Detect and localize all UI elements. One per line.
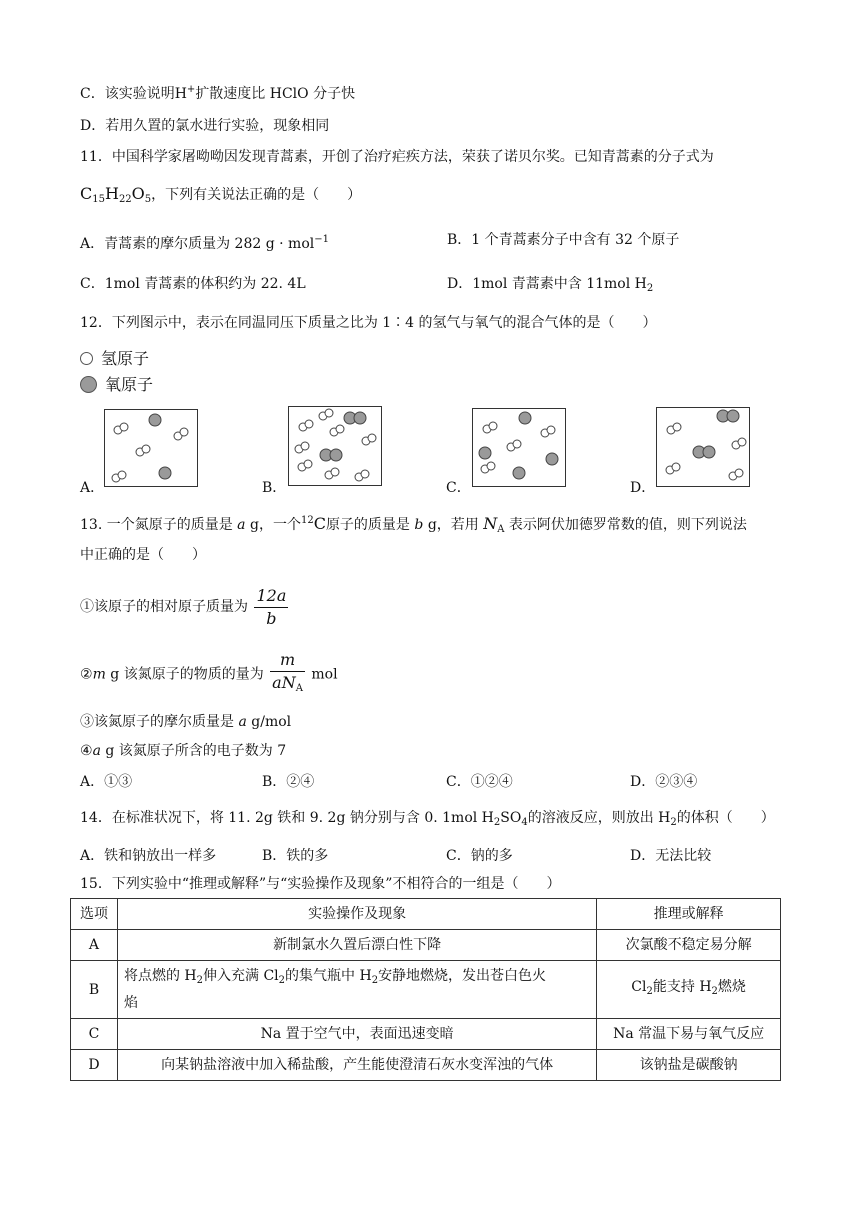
q14-option-c: C．钠的多 <box>446 848 513 864</box>
q14-option-b: B．铁的多 <box>262 848 329 864</box>
header-option: 选项 <box>71 899 118 930</box>
diagram-b <box>288 406 382 486</box>
q13-statement-4: ④a g 该氮原子所含的电子数为 7 <box>80 743 287 759</box>
header-explanation: 推理或解释 <box>597 899 781 930</box>
q11-option-c: C．1mol 青蒿素的体积约为 22. 4L <box>80 276 306 292</box>
q13-statement-1: ①该原子的相对原子质量为 $\frac{12a}{b}$ <box>80 585 287 628</box>
legend-hydrogen: 氢原子 <box>80 346 149 369</box>
oxygen-atom-icon <box>80 376 97 393</box>
table-row: A 新制氯水久置后漂白性下降 次氯酸不稳定易分解 <box>71 930 781 961</box>
q11-formula-line: $C_{15}H_{22}O_5$，下列有关说法正确的是（ ） <box>80 184 362 205</box>
fraction-12a-over-b: $\frac{12a}{b}$ <box>256 585 287 628</box>
row-b-operation: 将点燃的 $H_2$伸入充满 $Cl_2$的集气瓶中 $H_2$安静地燃烧，发出苍白色火 焰 <box>117 961 596 1019</box>
q14-stem: 14．在标准状况下，将 11. 2g 铁和 9. 2g 钠分别与含 0. 1mol $H_2SO_4$的溶液反应，则放出 $H_2$的体积（ ） <box>80 810 775 828</box>
q12-label-b: B． <box>262 480 287 496</box>
table-row: C Na 置于空气中，表面迅速变暗 Na 常温下易与氧气反应 <box>71 1019 781 1050</box>
header-operation: 实验操作及现象 <box>117 899 596 930</box>
table-header-row <box>71 899 781 930</box>
q13-statement-3: ③该氮原子的摩尔质量是 a g/mol <box>80 714 292 730</box>
q11-stem: 11．中国科学家屠呦呦因发现青蒿素，开创了治疗疟疾方法，荣获了诺贝尔奖。已知青蒿素的分子式为 <box>80 149 714 165</box>
diagram-c <box>472 408 566 487</box>
q13-option-b: B．②④ <box>262 774 315 790</box>
q14-option-d: D．无法比较 <box>630 848 712 864</box>
q11-option-a: A．青蒿素的摩尔质量为 282 g · mol$^{-1}$ <box>80 234 329 252</box>
diagram-a <box>104 409 198 487</box>
q11-option-d: D．1mol 青蒿素中含 11mol $H_2$ <box>447 276 654 294</box>
q13-option-d: D．②③④ <box>630 774 698 790</box>
q13-statement-2: ②m g 该氮原子的物质的量为 $\frac{m}{aN_A}$ mol <box>80 649 338 695</box>
fraction-m-over-aNA: $\frac{m}{aN_A}$ <box>272 650 303 694</box>
q13-stem-line2: 中正确的是（ ） <box>80 547 206 563</box>
q13-stem: 13. 一个氮原子的质量是 a g，一个$^{12}$C原子的质量是 b g，若用 $N_A$ 表示阿伏加德罗常数的值，则下列说法 <box>80 514 747 535</box>
row-b-explanation: $Cl_2$能支持 $H_2$燃烧 <box>597 961 781 1019</box>
q12-label-a: A． <box>80 480 105 496</box>
diagram-d <box>656 407 750 487</box>
hydrogen-atom-icon <box>80 352 93 365</box>
q13-option-c: C．①②④ <box>446 774 513 790</box>
q12-label-c: C． <box>446 480 471 496</box>
q13-option-a: A．①③ <box>80 774 133 790</box>
q14-option-a: A．铁和钠放出一样多 <box>80 848 217 864</box>
molecule-diagram-a <box>105 410 197 486</box>
legend-oxygen: 氧原子 <box>80 372 153 395</box>
molecule-diagram-d <box>657 408 749 486</box>
q11-option-b: B．1 个青蒿素分子中含有 32 个原子 <box>447 232 680 248</box>
q15-stem: 15．下列实验中“推理或解释”与“实验操作及现象”不相符合的一组是（ ） <box>80 876 561 892</box>
table-row: B 将点燃的 $H_2$伸入充满 $Cl_2$的集气瓶中 $H_2$安静地燃烧，发出苍白色火 焰 $Cl_2$能支持 $H_2$燃烧 <box>71 961 781 1019</box>
q12-stem: 12．下列图示中，表示在同温同压下质量之比为 1∶4 的氢气与氧气的混合气体的是（ ） <box>80 315 657 331</box>
q12-label-d: D． <box>630 480 656 496</box>
table-row: D 向某钠盐溶液中加入稀盐酸，产生能使澄清石灰水变浑浊的气体 该钠盐是碳酸钠 <box>71 1050 781 1081</box>
molecule-diagram-c <box>473 409 565 486</box>
q10-option-c: C．该实验说明H+扩散速度比 HClO 分子快 <box>80 84 356 102</box>
q10-option-d: D．若用久置的氯水进行实验，现象相同 <box>80 118 330 134</box>
molecule-diagram-b <box>289 407 381 485</box>
q15-table <box>70 898 781 1081</box>
